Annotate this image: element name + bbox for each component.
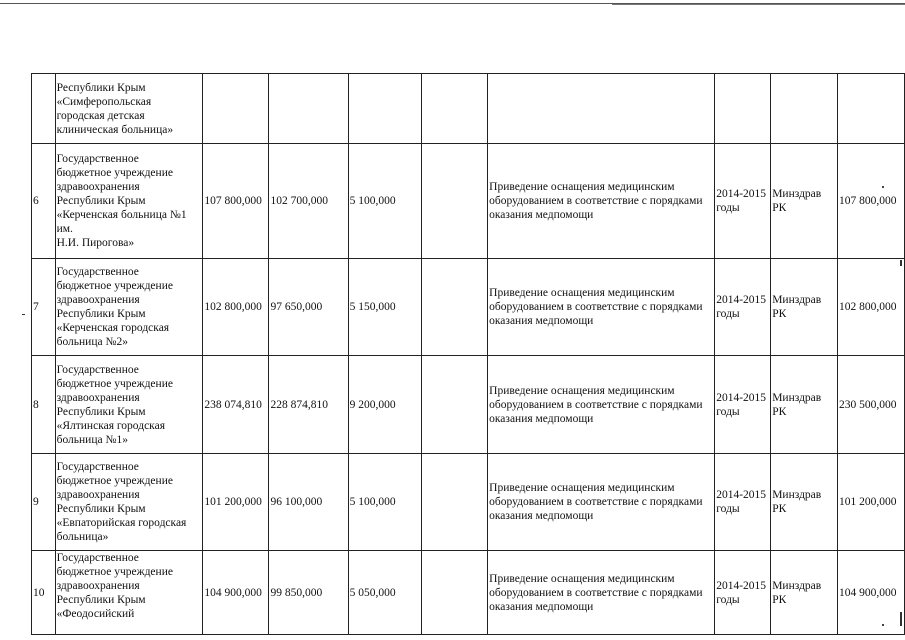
period-cell: 2014-2015 годы [715, 454, 771, 551]
federal-budget-cell: 102 700,000 [269, 144, 348, 259]
institution-name-line: Республики Крым [56, 308, 146, 320]
table-row [32, 356, 905, 454]
institution-name-line: больница №1» [56, 433, 128, 446]
final-amount-cell: 107 800,000 [837, 144, 904, 259]
institution-name-line: Государственное [56, 461, 139, 473]
responsible-cell [771, 74, 838, 144]
total-amount-cell: 107 800,000 [203, 144, 269, 259]
institution-name-line: больница №2» [56, 336, 128, 348]
institution-name-line: здравоохранения [56, 489, 140, 501]
final-amount-cell: 102 800,000 [837, 259, 904, 356]
institution-name-line: «Ялтинская городская [56, 419, 165, 432]
total-amount-cell: 102 800,000 [203, 259, 269, 356]
institution-name-line: больница» [56, 531, 109, 543]
table-row [32, 144, 905, 259]
row-number-cell: 7 [32, 259, 56, 356]
institution-name-line: бюджетное учреждение [56, 566, 173, 578]
federal-budget-cell: 97 650,000 [269, 259, 348, 356]
institution-name-line: здравоохранения [56, 181, 140, 193]
institution-name-line: городская детская [56, 109, 145, 122]
final-amount-cell: 101 200,000 [837, 454, 904, 551]
table-row [32, 454, 905, 551]
institution-name-line: «Керченская городская [56, 322, 170, 334]
institution-name-line: «Евпаторийская городская [56, 517, 187, 529]
institution-name-line: «Феодосийский [56, 608, 135, 620]
institution-name-line: «Керченская больница №1 [56, 209, 187, 221]
regional-budget-cell [348, 74, 421, 144]
other-sources-cell [421, 259, 487, 356]
purpose-cell [488, 74, 715, 144]
institution-name-line: Государственное [56, 552, 139, 564]
row-number-cell: 9 [32, 454, 56, 551]
purpose-cell: Приведение оснащения медицинским оборудованием в соответствие с порядками оказания медпомощи [488, 259, 715, 356]
institution-name-cell [55, 551, 203, 635]
table-row [32, 74, 905, 144]
scan-top-border-right [612, 4, 905, 5]
institution-name-line: Н.И. Пирогова» [56, 237, 135, 249]
institution-name-line: Республики Крым [56, 195, 146, 207]
purpose-cell: Приведение оснащения медицинским оборудованием в соответствие с порядками оказания медпомощи [488, 144, 715, 259]
institution-name-cell [55, 144, 203, 259]
purpose-cell: Приведение оснащения медицинским оборудованием в соответствие с порядками оказания медпомощи [488, 356, 715, 454]
funding-table [31, 73, 905, 635]
institution-name-line: «Симферопольская [56, 95, 152, 108]
period-cell [715, 74, 771, 144]
institution-name-cell [55, 454, 203, 551]
institution-name-line: бюджетное учреждение [56, 280, 173, 292]
regional-budget-cell: 9 200,000 [348, 356, 421, 454]
total-amount-cell [203, 74, 269, 144]
institution-name-line: здравоохранения [56, 580, 140, 592]
row-number-cell [32, 74, 56, 144]
period-cell: 2014-2015 годы [715, 259, 771, 356]
period-cell: 2014-2015 годы [715, 144, 771, 259]
table-row [32, 551, 905, 635]
institution-name-line: Республики Крым [56, 503, 146, 515]
institution-name-line: Республики Крым [56, 81, 146, 94]
institution-name-line: Государственное [56, 266, 139, 278]
federal-budget-cell: 99 850,000 [269, 551, 348, 635]
purpose-cell: Приведение оснащения медицинским оборудованием в соответствие с порядками оказания медпомощи [488, 551, 715, 635]
purpose-cell: Приведение оснащения медицинским оборудованием в соответствие с порядками оказания медпомощи [488, 454, 715, 551]
regional-budget-cell: 5 050,000 [348, 551, 421, 635]
institution-name-line: Государственное [56, 153, 139, 165]
total-amount-cell: 104 900,000 [203, 551, 269, 635]
regional-budget-cell: 5 100,000 [348, 454, 421, 551]
institution-name-cell [55, 74, 203, 144]
institution-name-line: Республики Крым [56, 594, 146, 606]
final-amount-cell: 230 500,000 [837, 356, 904, 454]
final-amount-cell: 104 900,000 [837, 551, 904, 635]
responsible-cell: Минздрав РК [771, 356, 838, 454]
institution-name-line: клиническая больница» [56, 123, 174, 136]
institution-name-line: бюджетное учреждение [56, 167, 173, 179]
other-sources-cell [421, 356, 487, 454]
other-sources-cell [421, 454, 487, 551]
final-amount-cell [837, 74, 904, 144]
institution-name-line: здравоохранения [56, 294, 140, 306]
total-amount-cell: 101 200,000 [203, 454, 269, 551]
institution-name-line: им. [56, 223, 73, 235]
institution-name-line: бюджетное учреждение [56, 475, 173, 487]
total-amount-cell: 238 074,810 [203, 356, 269, 454]
responsible-cell: Минздрав РК [771, 454, 838, 551]
institution-name-line: Государственное [56, 363, 139, 376]
federal-budget-cell: 96 100,000 [269, 454, 348, 551]
institution-name-line: бюджетное учреждение [56, 377, 173, 390]
institution-name-line: Республики Крым [56, 405, 146, 418]
institution-name-cell [55, 259, 203, 356]
period-cell: 2014-2015 годы [715, 551, 771, 635]
institution-name-cell [55, 356, 203, 454]
other-sources-cell [421, 144, 487, 259]
row-number-cell: 10 [32, 551, 56, 635]
institution-name-line: здравоохранения [56, 391, 140, 404]
scan-artifact-left [22, 314, 25, 315]
other-sources-cell [421, 551, 487, 635]
regional-budget-cell: 5 150,000 [348, 259, 421, 356]
period-cell: 2014-2015 годы [715, 356, 771, 454]
table-row [32, 259, 905, 356]
federal-budget-cell [269, 74, 348, 144]
other-sources-cell [421, 74, 487, 144]
row-number-cell: 8 [32, 356, 56, 454]
responsible-cell: Минздрав РК [771, 551, 838, 635]
federal-budget-cell: 228 874,810 [269, 356, 348, 454]
row-number-cell: 6 [32, 144, 56, 259]
responsible-cell: Минздрав РК [771, 144, 838, 259]
regional-budget-cell: 5 100,000 [348, 144, 421, 259]
table-body [32, 74, 905, 635]
responsible-cell: Минздрав РК [771, 259, 838, 356]
